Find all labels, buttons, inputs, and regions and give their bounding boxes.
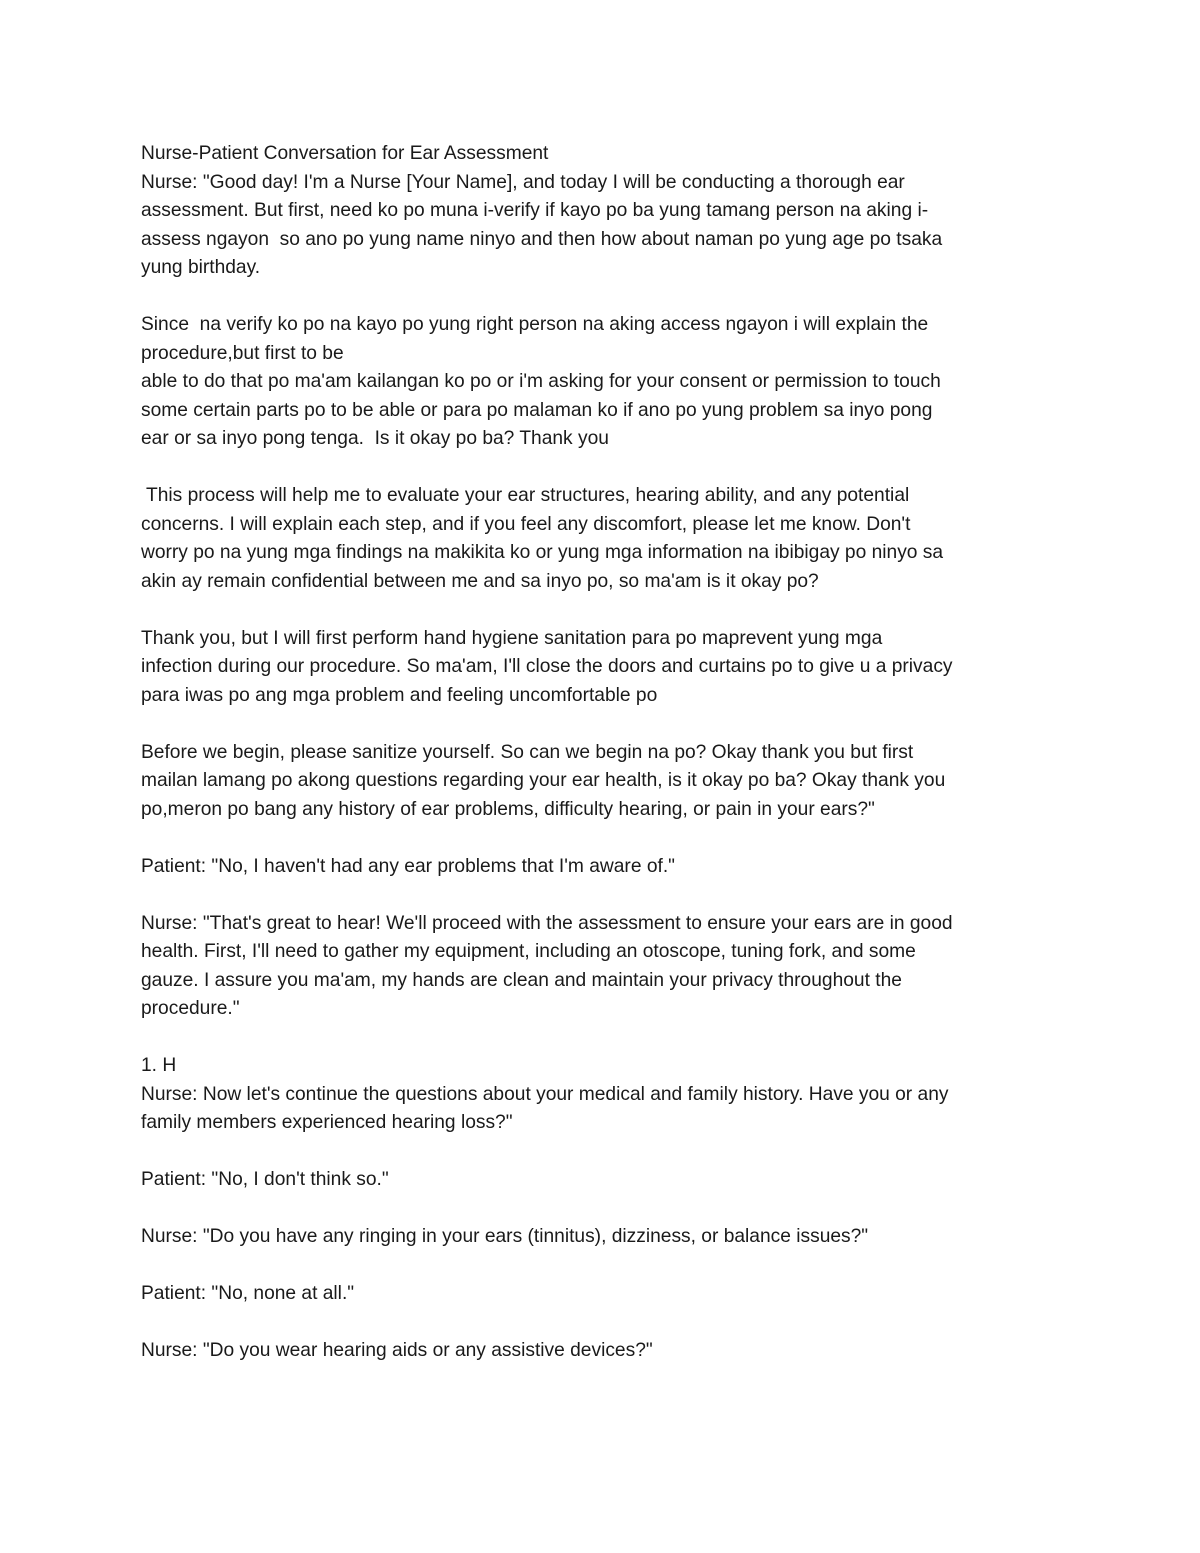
paragraph-gap <box>141 596 1066 625</box>
list-item-number: 1. H <box>141 1055 177 1076</box>
paragraph-tinnitus-question <box>141 1223 1066 1252</box>
text-line: assess ngayon so ano po yung name ninyo and then how about naman po yung age po tsaka <box>141 228 943 250</box>
text-line: infection during our procedure. So ma'am, I'll close the doors and curtains po to give u a privacy <box>141 656 953 677</box>
paragraph-gap <box>141 1195 1066 1224</box>
paragraph-consent <box>141 311 1066 454</box>
text-line: mailan lamang po akong questions regarding your ear health, is it okay po ba? Okay thank you <box>141 770 946 791</box>
paragraph-process <box>141 482 1066 596</box>
paragraph-begin <box>141 739 1066 825</box>
text-line: Nurse: "Do you wear hearing aids or any assistive devices?" <box>141 1340 653 1361</box>
paragraph-gap <box>141 881 1066 910</box>
paragraph-gap <box>141 710 1066 739</box>
text-line: Thank you, but I will first perform hand hygiene sanitation para po maprevent yung mga <box>141 627 883 649</box>
text-line: Patient: "No, I don't think so." <box>141 1169 389 1190</box>
paragraph-hearing-aids-question <box>141 1337 1066 1366</box>
text-line: yung birthday. <box>141 257 261 278</box>
document-body <box>141 140 1066 1366</box>
text-line: Nurse: "That's great to hear! We'll proceed with the assessment to ensure your ears are in good <box>141 912 953 934</box>
text-line: able to do that po ma'am kailangan ko po or i'm asking for your consent or permission to touch <box>141 371 941 392</box>
text-line: some certain parts po to be able or para po malaman ko if ano po yung problem sa inyo pong <box>141 399 933 421</box>
paragraph-history <box>141 1052 1066 1138</box>
text-line: Patient: "No, none at all." <box>141 1283 355 1304</box>
text-line: concerns. I will explain each step, and if you feel any discomfort, please let me know. Don't <box>141 513 911 535</box>
text-line: Since na verify ko po na kayo po yung right person na aking access ngayon i will explain the <box>141 314 929 335</box>
paragraph-gap <box>141 824 1066 853</box>
paragraph-gap <box>141 1309 1066 1338</box>
paragraph-nurse-greeting <box>141 169 1066 283</box>
text-line: gauze. I assure you ma'am, my hands are clean and maintain your privacy throughout the <box>141 969 902 991</box>
paragraph-gap <box>141 1024 1066 1053</box>
paragraph-patient-reply-2 <box>141 1166 1066 1195</box>
text-line: para iwas po ang mga problem and feeling uncomfortable po <box>141 684 658 706</box>
text-line: worry po na yung mga findings na makikita ko or yung mga information na ibibigay po ninyo sa <box>141 542 944 563</box>
paragraph-gap <box>141 283 1066 312</box>
text-line: assessment. But first, need ko po muna i-verify if kayo po ba yung tamang person na aking i- <box>141 200 929 221</box>
paragraph-patient-reply-1 <box>141 853 1066 882</box>
text-line: Nurse: "Good day! I'm a Nurse [Your Name], and today I will be conducting a thorough ear <box>141 171 905 193</box>
paragraph-gap <box>141 454 1066 483</box>
text-line: Before we begin, please sanitize yourself. So can we begin na po? Okay thank you but first <box>141 741 914 763</box>
paragraph-patient-reply-3 <box>141 1280 1066 1309</box>
text-line: This process will help me to evaluate your ear structures, hearing ability, and any potential <box>141 485 910 506</box>
paragraph-gap <box>141 1252 1066 1281</box>
text-line: Patient: "No, I haven't had any ear problems that I'm aware of." <box>141 855 675 877</box>
text-line: ear or sa inyo pong tenga. Is it okay po ba? Thank you <box>141 428 609 449</box>
text-line: akin ay remain confidential between me and sa inyo po, so ma'am is it okay po? <box>141 570 819 592</box>
paragraph-gap <box>141 1138 1066 1167</box>
document-title: Nurse-Patient Conversation for Ear Assessment <box>141 143 549 164</box>
text-line: procedure,but first to be <box>141 342 344 364</box>
text-line: health. First, I'll need to gather my equipment, including an otoscope, tuning fork, and some <box>141 941 916 962</box>
text-line: family members experienced hearing loss?" <box>141 1112 513 1133</box>
text-line: Nurse: "Do you have any ringing in your ears (tinnitus), dizziness, or balance issues?" <box>141 1226 869 1247</box>
text-line: Nurse: Now let's continue the questions about your medical and family history. Have you or any <box>141 1083 949 1105</box>
paragraph-hygiene <box>141 625 1066 711</box>
paragraph-equipment <box>141 910 1066 1024</box>
text-line: procedure." <box>141 998 240 1019</box>
text-line: po,meron po bang any history of ear problems, difficulty hearing, or pain in your ears?" <box>141 798 875 820</box>
